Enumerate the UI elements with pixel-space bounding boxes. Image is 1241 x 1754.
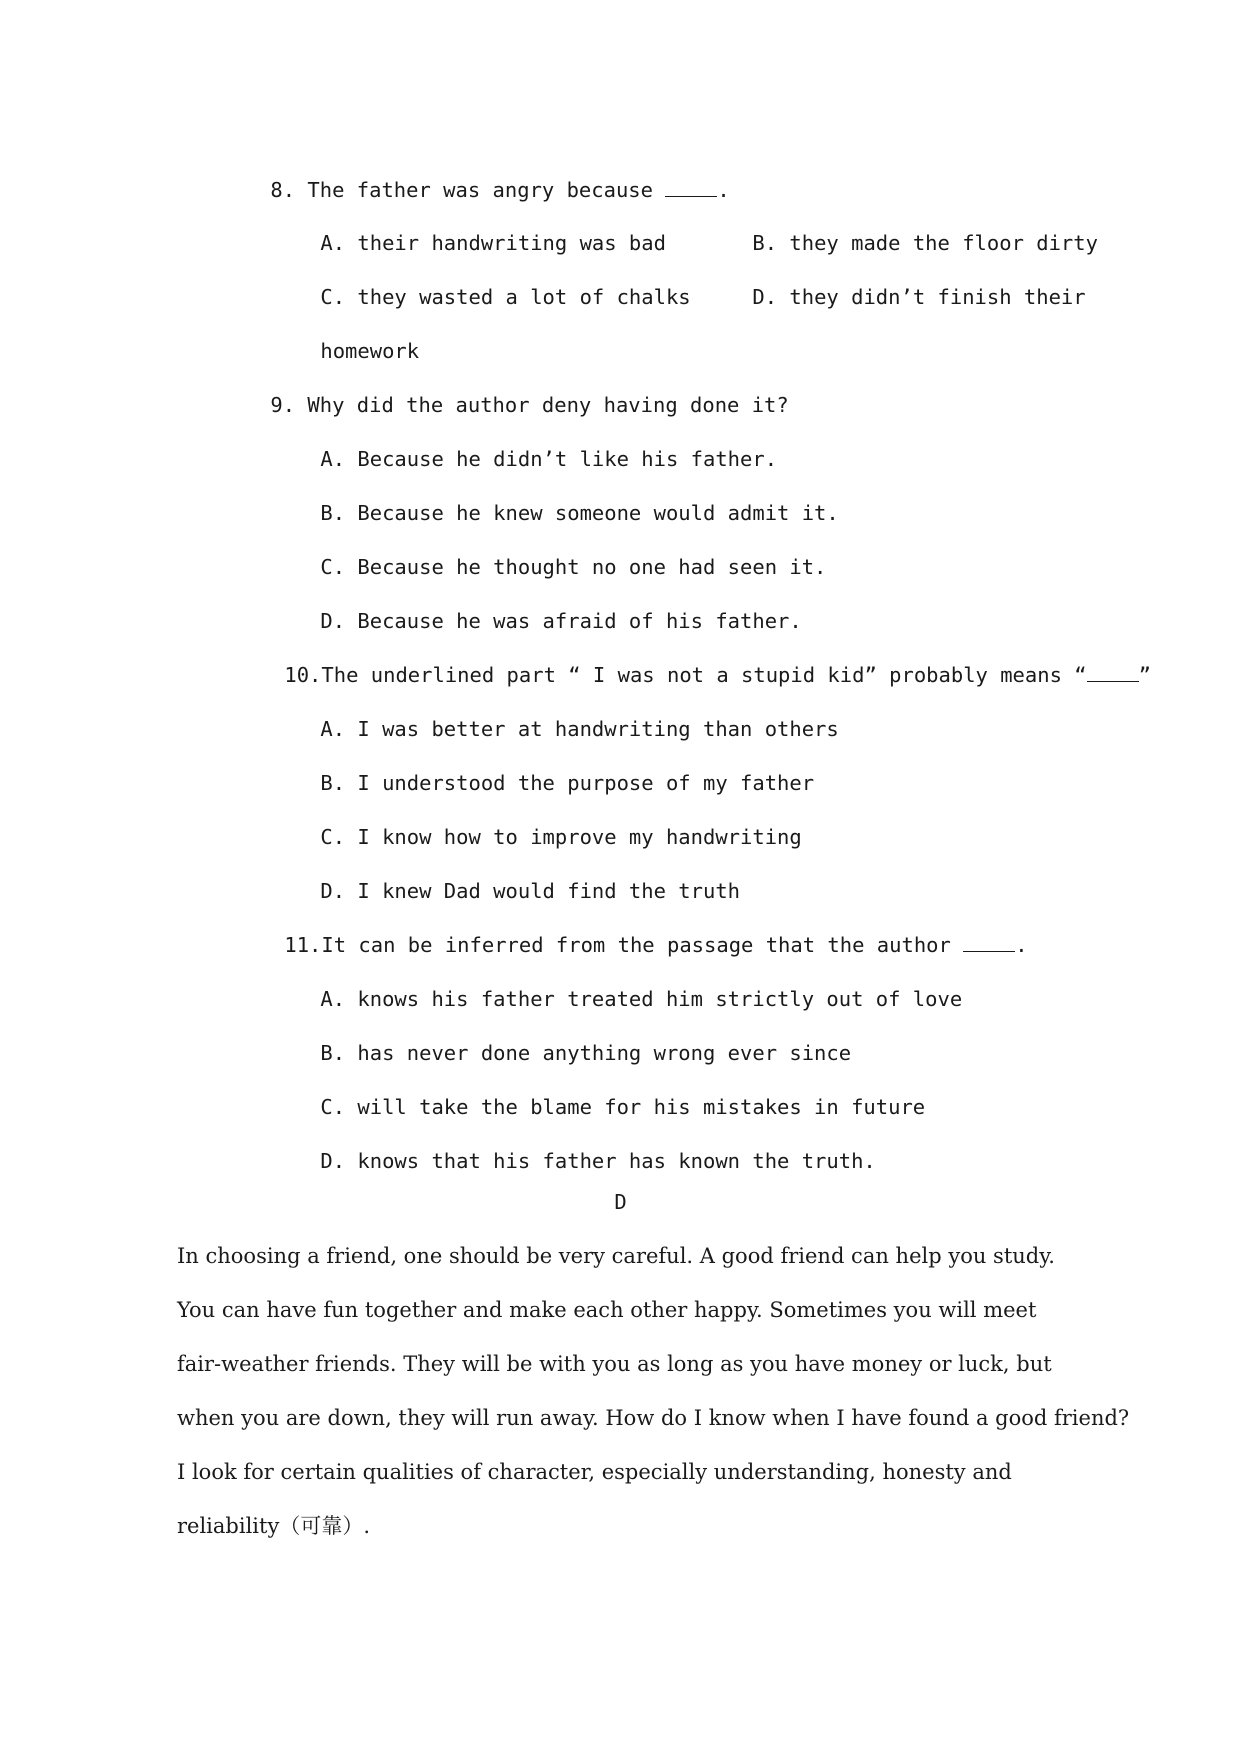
question-number: 9. [270, 393, 296, 417]
question-9-stem [221, 363, 789, 417]
question-8-option-a [271, 201, 666, 255]
option-letter: C. [320, 1095, 346, 1119]
question-11-option-b [271, 1011, 852, 1065]
answer-blank [963, 933, 1015, 952]
option-letter: B. [320, 1041, 346, 1065]
question-text: The underlined part “ I was not a stupid kid” probably means “ [321, 663, 1087, 687]
option-text: they made the floor dirty [789, 231, 1098, 255]
question-text: Why did the author deny having done it? [307, 393, 789, 417]
question-8-option-d [703, 255, 1086, 309]
passage-line: I look for certain qualities of character, especially understanding, honesty and [177, 1460, 1012, 1484]
question-11-option-c [271, 1065, 926, 1119]
option-letter: C. [320, 825, 346, 849]
option-letter: C. [320, 555, 346, 579]
question-8-stem [221, 148, 730, 202]
option-letter: C. [320, 285, 346, 309]
option-letter: A. [320, 987, 346, 1011]
answer-blank [1087, 663, 1139, 682]
passage-line: In choosing a friend, one should be very careful. A good friend can help you study. [177, 1244, 1055, 1268]
option-letter: D. [320, 609, 346, 633]
option-letter: A. [320, 231, 346, 255]
question-11-stem [235, 903, 1028, 957]
option-text: I knew Dad would find the truth [357, 879, 741, 903]
question-text-end: . [717, 178, 730, 202]
question-9-option-c [271, 525, 827, 579]
option-text: will take the blame for his mistakes in future [357, 1095, 926, 1119]
question-8-option-c [271, 255, 691, 309]
question-number: 10. [284, 663, 322, 687]
option-text: I know how to improve my handwriting [357, 825, 802, 849]
question-text: It can be inferred from the passage that the author [321, 933, 964, 957]
option-letter: D. [320, 879, 346, 903]
question-10-option-c [271, 795, 802, 849]
option-letter: B. [752, 231, 778, 255]
option-text: they wasted a lot of chalks [357, 285, 691, 309]
question-9-option-a [271, 417, 778, 471]
question-11-option-d [271, 1119, 876, 1173]
option-letter: A. [320, 717, 346, 741]
section-heading: D [614, 1190, 627, 1214]
question-text: The father was angry because [307, 178, 666, 202]
passage-line: when you are down, they will run away. How do I know when I have found a good friend? [177, 1406, 1130, 1430]
option-text: I was better at handwriting than others [357, 717, 839, 741]
option-text: Because he was afraid of his father. [357, 609, 802, 633]
option-text: knows his father treated him strictly out of love [357, 987, 963, 1011]
passage-line: You can have fun together and make each other happy. Sometimes you will meet [177, 1298, 1037, 1322]
answer-blank [665, 178, 717, 197]
question-10-option-d [271, 849, 741, 903]
option-letter: D. [752, 285, 778, 309]
question-text-end: ” [1138, 663, 1151, 687]
question-10-stem [235, 633, 1151, 687]
question-number: 11. [284, 933, 322, 957]
passage-line: reliability（可靠）. [177, 1514, 370, 1538]
question-9-option-d [271, 579, 802, 633]
option-text: Because he thought no one had seen it. [357, 555, 827, 579]
option-letter: D. [320, 1149, 346, 1173]
option-text: I understood the purpose of my father [357, 771, 815, 795]
option-letter: A. [320, 447, 346, 471]
option-letter: B. [320, 501, 346, 525]
question-11-option-a [271, 957, 963, 1011]
question-number: 8. [270, 178, 296, 202]
option-letter: B. [320, 771, 346, 795]
option-text: knows that his father has known the truth. [357, 1149, 876, 1173]
passage-line: fair-weather friends. They will be with you as long as you have money or luck, but [177, 1352, 1052, 1376]
option-text: has never done anything wrong ever since [357, 1041, 852, 1065]
question-10-option-a [271, 687, 839, 741]
option-text: their handwriting was bad [357, 231, 666, 255]
question-10-option-b [271, 741, 815, 795]
option-text: Because he didn’t like his father. [357, 447, 778, 471]
option-text: Because he knew someone would admit it. [357, 501, 839, 525]
question-8-option-b [703, 201, 1098, 255]
question-text-end: . [1015, 933, 1028, 957]
question-9-option-b [271, 471, 839, 525]
option-text: homework [320, 339, 420, 363]
option-text: they didn’t finish their [789, 285, 1086, 309]
question-8-option-d-continued [271, 309, 420, 363]
